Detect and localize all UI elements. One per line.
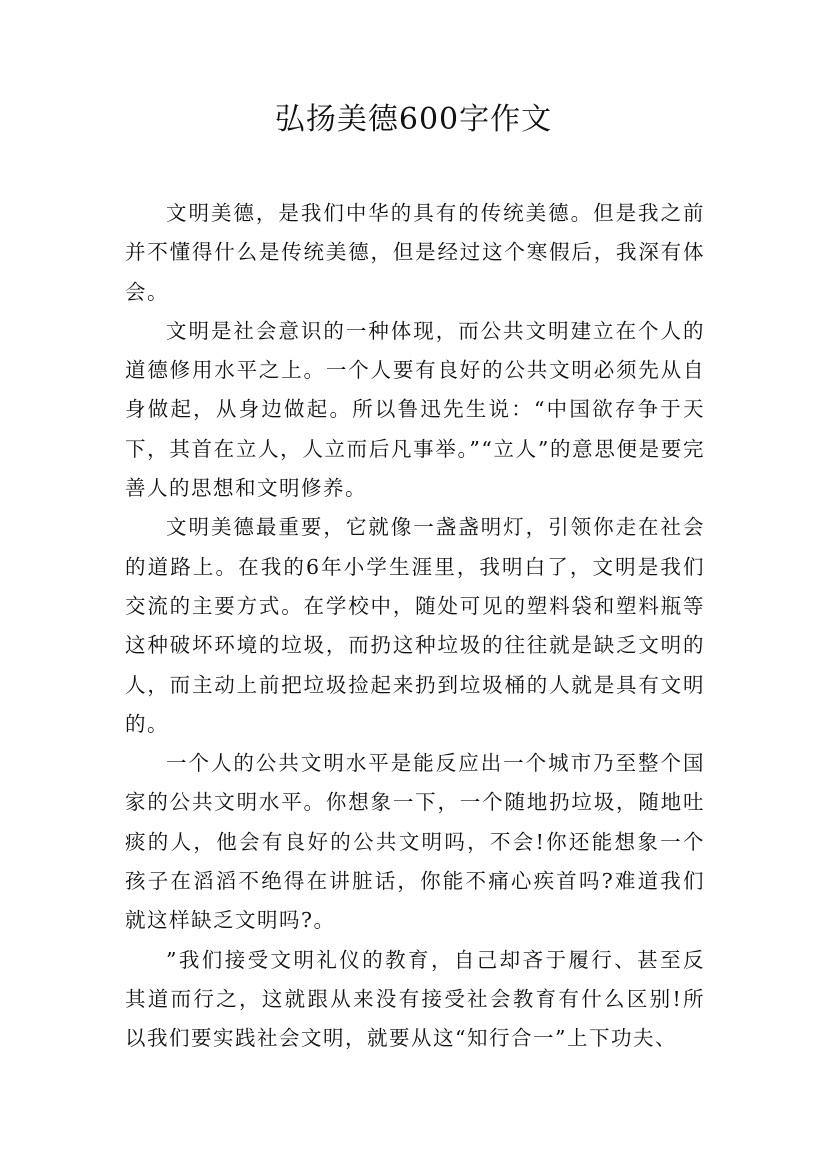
paragraph-4: 一个人的公共文明水平是能反应出一个城市乃至整个国家的公共文明水平。你想象一下，一个随地扔垃圾，随地吐痰的人，他会有良好的公共文明吗，不会!你还能想象一个孩子在滔滔不绝得在讲脏话，你能不痛心疾首吗?难道我们就这样缺乏文明吗?。 [125, 751, 705, 933]
paragraph-2: 文明是社会意识的一种体现，而公共文明建立在个人的道德修用水平之上。一个人要有良好的公共文明必须先从自身做起，从身边做起。所以鲁迅先生说：“中国欲存争于天下，其首在立人，人立而后凡事举。”“立人”的意思便是要完善人的思想和文明修养。 [125, 318, 705, 501]
document-body [125, 194, 705, 1059]
document-title: 弘扬美德600字作文 [274, 102, 553, 137]
paragraph-5: ”我们接受文明礼仪的教育，自己却吝于履行、甚至反其道而行之，这就跟从来没有接受社会教育有什么区别!所以我们要实践社会文明，就要从这“知行合一”上下功夫、 [125, 947, 705, 1051]
paragraph-3: 文明美德最重要，它就像一盏盏明灯，引领你走在社会的道路上。在我的6年小学生涯里，我明白了，文明是我们交流的主要方式。在学校中，随处可见的塑料袋和塑料瓶等这种破坏环境的垃圾，而扔这种垃圾的往往就是缺乏文明的人，而主动上前把垃圾捡起来扔到垃圾桶的人就是具有文明的。 [125, 515, 705, 736]
paragraph-1: 文明美德，是我们中华的具有的传统美德。但是我之前并不懂得什么是传统美德，但是经过这个寒假后，我深有体会。 [125, 201, 705, 304]
